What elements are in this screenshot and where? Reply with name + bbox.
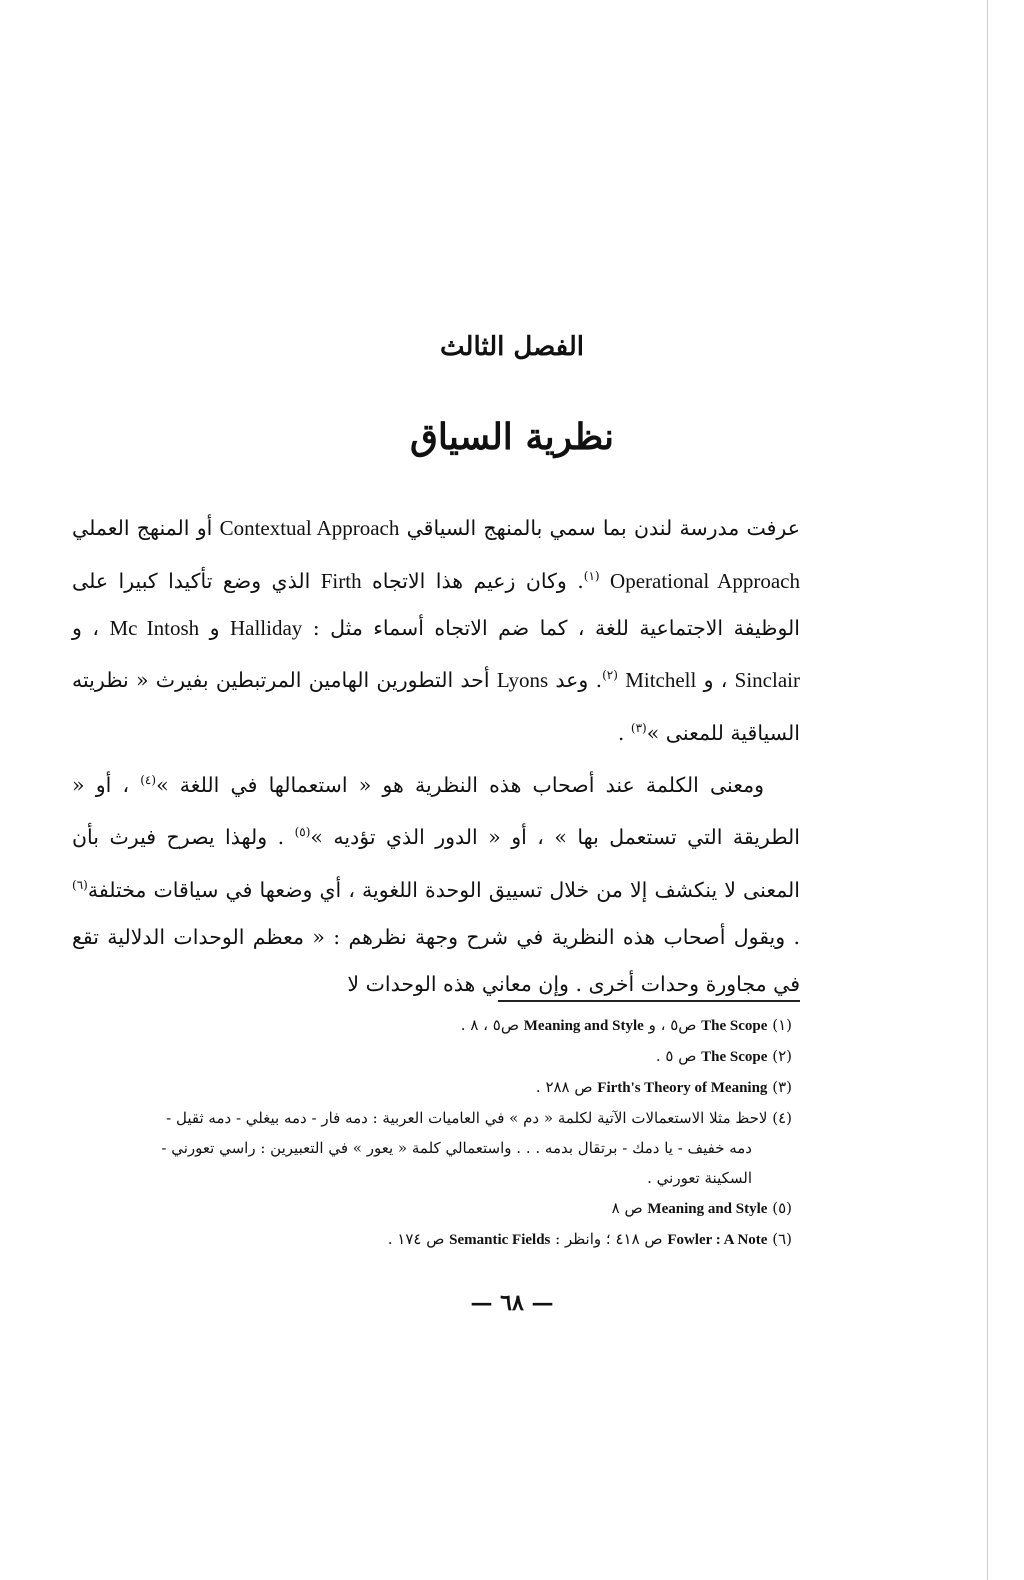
footnote-ref-4: (٤) xyxy=(140,772,157,787)
footnote-4-line-2: دمه خفيف - يا دمك - برتقال بدمه . . . واستعمالي كلمة « يعور » في التعبيرين : راسي تعورني - xyxy=(161,1139,752,1157)
name-mitchell: Mitchell xyxy=(625,668,697,693)
footnote-4-line-3: السكينة تعورني . xyxy=(647,1169,752,1187)
page-edge-line xyxy=(987,0,988,1580)
section-title: نظرية السياق xyxy=(409,416,615,458)
footnote-5: (٥) Meaning and Style ص ٨ xyxy=(611,1199,792,1217)
term-operational-approach: Operational Approach xyxy=(610,568,800,593)
footnote-6: (٦) Fowler : A Note ص ٤١٨ ؛ وانظر : Semantic Fields ص ١٧٤ . xyxy=(387,1230,792,1248)
footnote-ref-2: (٢) xyxy=(602,668,618,683)
name-lyons: Lyons xyxy=(496,668,549,693)
name-firth: Firth xyxy=(320,568,362,593)
footnote-3: (٣) Firth's Theory of Meaning ص ٢٨٨ . xyxy=(535,1078,792,1096)
name-mcintosh: Mc Intosh xyxy=(109,615,200,640)
footnote-ref-6: (٦) xyxy=(72,877,88,892)
paragraph-1: عرفت مدرسة لندن بما سمي بالمنهج السياقي Contextual Approach أو المنهج العملي Operational Approach $^{(١)}$. وكان زعيم هذا الاتجاه Firth الذي وضع تأكيدا كبيرا على الوظيفة الاجتماعية للغة ، كما ضم الاتجاه أسماء مثل : Halliday و Mc Intosh ، و Sinclair ، و Mitchell $^{(٢)}$. وعد Lyons أحد التطورين الهامين المرتبطين بفيرث « نظريته السياقية للمعنى »$^{(٣)}$ . xyxy=(72,516,800,745)
name-sinclair: Sinclair xyxy=(734,668,800,693)
chapter-heading: الفصل الثالث xyxy=(440,332,584,362)
name-halliday: Halliday xyxy=(229,615,303,640)
footnote-1: (١) The Scope ص٥ ، و Meaning and Style ص٥ ، ٨ . xyxy=(460,1016,792,1034)
footnotes xyxy=(80,1010,792,1255)
footnote-ref-5: (٥) xyxy=(294,825,311,840)
footnote-2: (٢) The Scope ص ٥ . xyxy=(655,1047,792,1065)
term-contextual-approach: Contextual Approach xyxy=(219,516,400,540)
body-text xyxy=(72,505,800,1009)
paragraph-2: ومعنى الكلمة عند أصحاب هذه النظرية هو « استعمالها في اللغة »$^{(٤)}$ ، أو « الطريقة التي تستعمل بها » ، أو « الدور الذي تؤديه »$^{(٥)}$ . ولهذا يصرح فيرث بأن المعنى لا ينكشف إلا من خلال تسييق الوحدة اللغوية ، أي وضعها في سياقات مختلفة$^{(٦)}$ . ويقول أصحاب هذه النظرية في شرح وجهة نظرهم : « معظم الوحدات الدلالية تقع في مجاورة وحدات أخرى . وإن معاني هذه الوحدات لا xyxy=(72,772,800,997)
footnote-4: (٤) لاحظ مثلا الاستعمالات الآتية لكلمة « دم » في العاميات العربية : دمه فار - دمه بيغلي - دمه ثقيل - xyxy=(166,1109,792,1127)
footnote-ref-1: (١) xyxy=(583,568,600,583)
footnote-separator xyxy=(498,1000,800,1002)
page-number: — ٦٨ — xyxy=(470,1290,554,1316)
footnote-ref-3: (٣) xyxy=(630,720,647,735)
